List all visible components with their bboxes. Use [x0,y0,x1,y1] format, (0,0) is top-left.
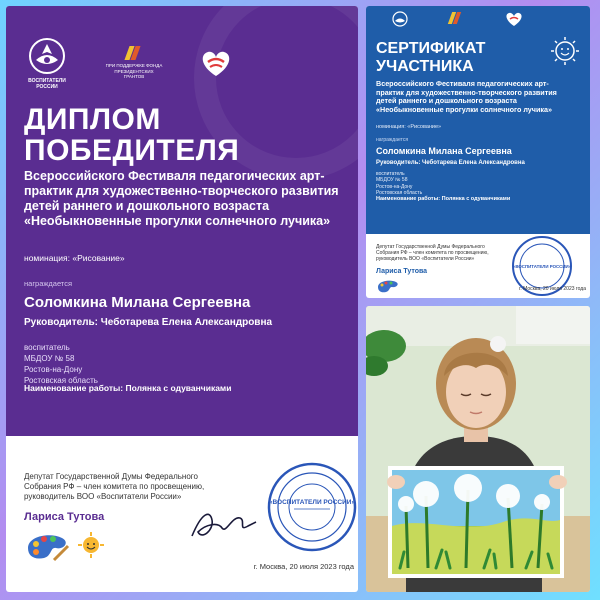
certificate-date: г. Москва, 20 июля 2023 года [519,286,586,292]
certificate-position: воспитатель [376,171,405,177]
certificate-title-line1: СЕРТИФИКАТ [376,40,486,57]
certificate-city: Ростов-на-Дону [376,183,413,190]
certificate-details [376,171,422,197]
certificate-leader: Руководитель: Чеботарева Елена Александровна [376,160,525,166]
diploma-title [24,104,239,166]
certificate-title [376,40,485,76]
certificate-stamp-text: «ВОСПИТАТЕЛИ РОССИИ» [512,264,572,269]
certificate-nomination: номинация: «Рисование» [376,124,442,130]
diploma-festival-text: Всероссийского Фестиваля педагогических арт-практик для художественно-творческого развития детей раннего и дошкольного возраста «Необыкновенные прогулки солнечного лучика» [24,169,339,228]
diploma-awarded-label: награждается [24,279,73,288]
diploma-deputy-text: Депутат Государственной Думы Федерального Собрания РФ – член комитета по просвещению, руководитель ВОО «Воспитатели России» [24,472,205,501]
diploma-city: Ростов-на-Дону [24,365,83,374]
certificate-school: МБДОУ № 58 [376,177,408,184]
stamp-icon [266,461,358,553]
certificate-logos [390,10,524,28]
diploma-region: Ростовская область [24,376,98,385]
heart-logo-icon [504,11,524,27]
certificate-participant-name: Соломкина Милана Сергеевна [376,146,512,156]
painting-dandelions [388,466,564,578]
fund-logo-icon [450,12,464,26]
certificate-festival-text: Всероссийского Фестиваля педагогических арт-практик для художественно-творческого развития детей раннего и дошкольного возраста «Необыкновенные прогулки солнечного лучика» [376,79,557,114]
diploma-winner [6,6,358,592]
smile-sun-icon [550,36,580,66]
diploma-nomination: номинация: «Рисование» [24,253,125,263]
diploma-logos [24,34,234,92]
diploma-signer-name: Лариса Тутова [24,511,105,523]
diploma-details [24,342,98,386]
emblem-caption: ВОСПИТАТЕЛИ РОССИИ [28,78,66,90]
diploma-winner-name: Соломкина Милана Сергеевна [24,294,251,311]
certificate-region: Ростовская область [376,190,423,197]
heart-logo-icon [198,48,234,78]
certificate-title-line2: УЧАСТНИКА [376,58,474,75]
diploma-title-line2: ПОБЕДИТЕЛЯ [24,134,240,167]
diploma-work-title: Наименование работы: Полянка с одуванчиками [24,383,232,393]
child-photo [366,306,590,592]
certificate-deputy-text: Депутат Государственной Думы Федерального Собрания РФ – член комитета по просвещению, руководитель ВОО «Воспитатели России» [376,244,489,263]
emblem-icon [24,34,70,92]
diploma-date: г. Москва, 20 июля 2023 года [253,562,354,571]
diploma-title-line1: ДИПЛОМ [24,103,161,136]
diploma-leader: Руководитель: Чеботарева Елена Александровна [24,317,273,328]
fund-logo-icon [104,46,164,80]
emblem-icon [390,10,410,28]
signature-scrawl [188,506,258,544]
sun-icon [78,532,104,558]
certificate-signer-name: Лариса Тутова [376,268,428,275]
diploma-stamp-text: «ВОСПИТАТЕЛИ РОССИИ» [268,499,356,506]
certificate-work-title: Наименование работы: Полянка с одуванчиками [376,196,511,202]
fund-caption: ПРИ ПОДДЕРЖКЕ ФОНДА ПРЕЗИДЕНТСКИХ ГРАНТОВ [105,63,163,80]
diploma-position: воспитатель [24,343,70,352]
palette-icon [376,278,400,294]
certificate-participant [366,6,590,298]
certificate-awarded-label: награждается [376,137,409,143]
diploma-school: МБДОУ № 58 [24,354,75,363]
palette-icon [24,530,70,562]
